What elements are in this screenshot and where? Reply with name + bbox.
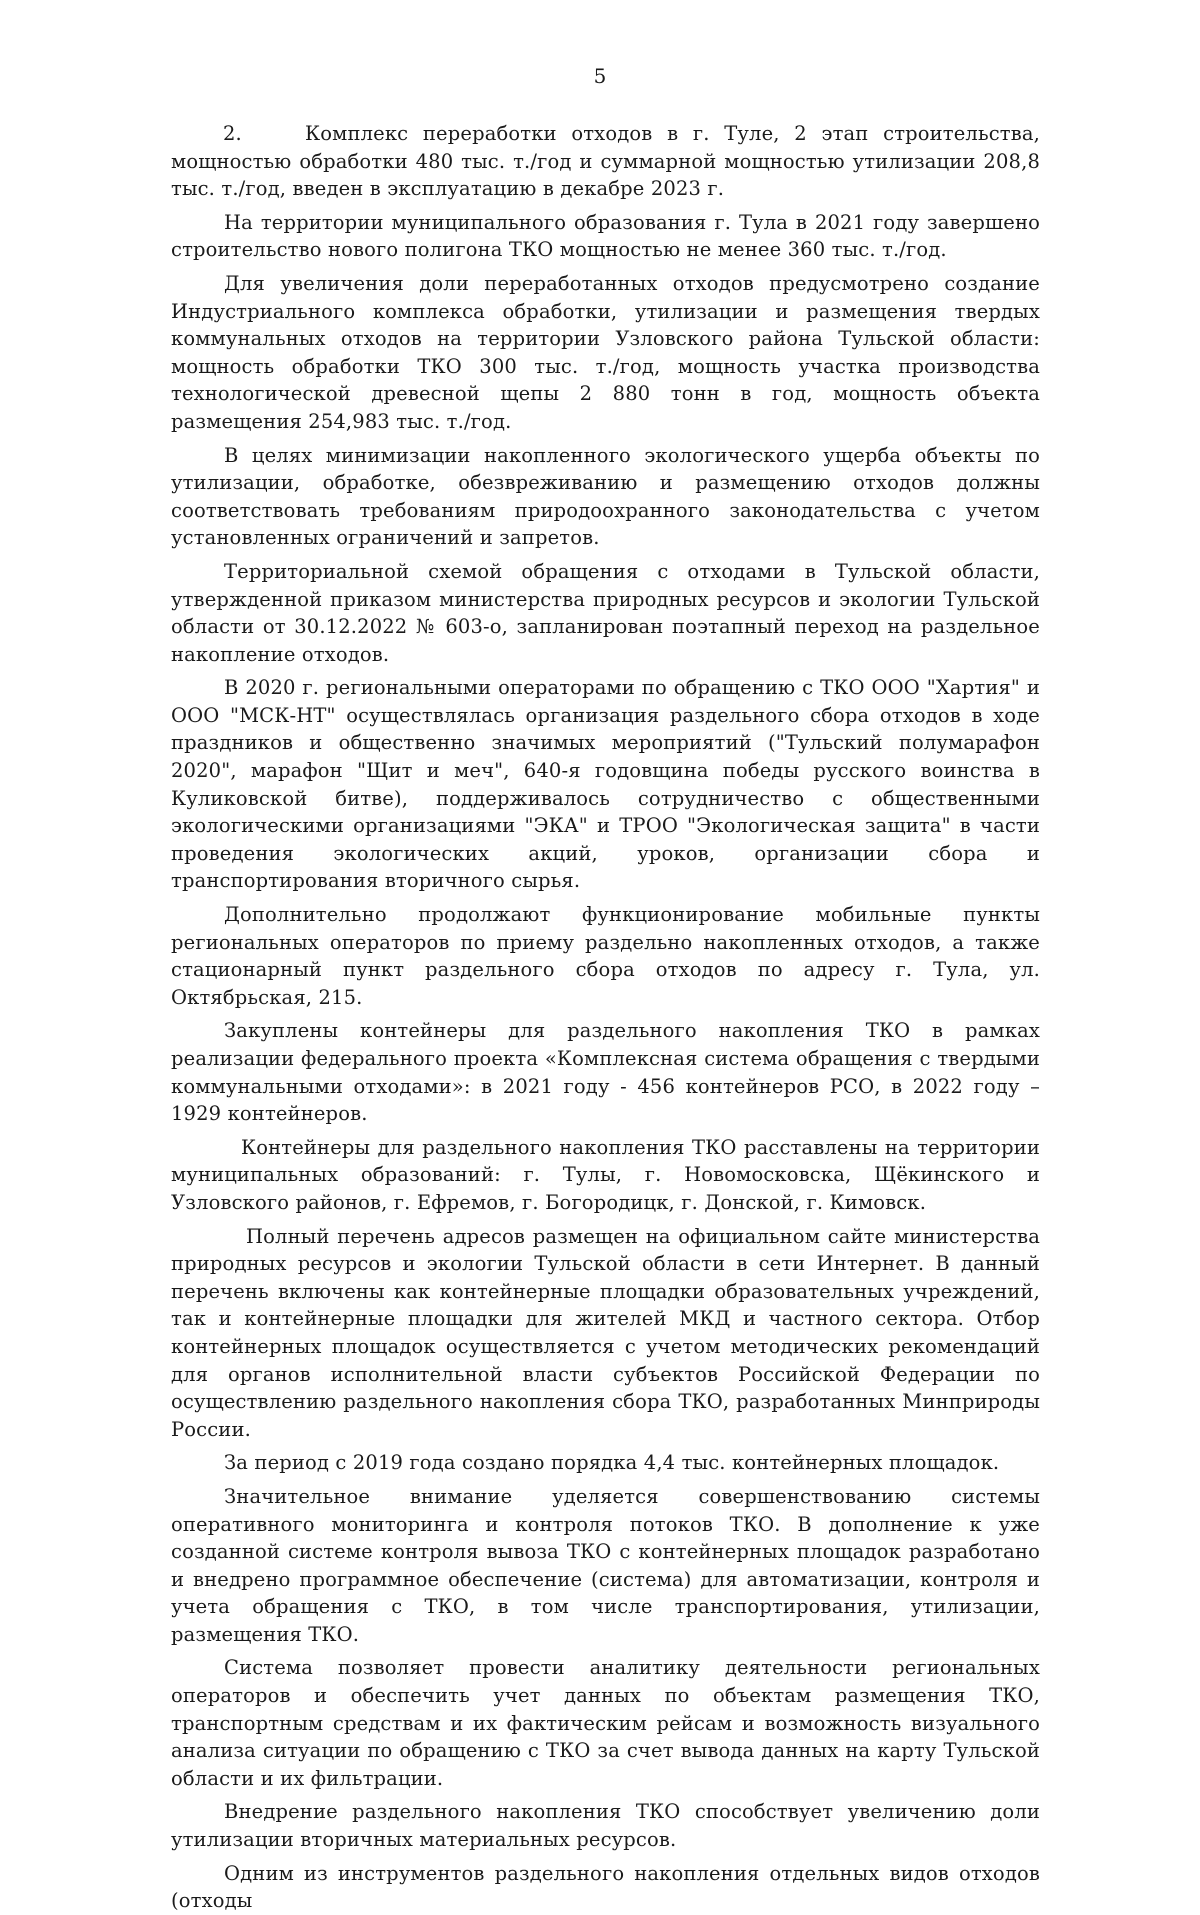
paragraph-1 xyxy=(171,120,1040,203)
document-body xyxy=(171,120,1040,1915)
paragraph-8: Закуплены контейнеры для раздельного накопления ТКО в рамках реализации федерального проекта «Комплексная система обращения с твердыми коммунальными отходами»: в 2021 году - 456 контейнеров РСО, в 2022 году – 1929 контейнеров. xyxy=(171,1019,1040,1126)
paragraph-11: За период с 2019 года создано порядка 4,4 тыс. контейнерных площадок. xyxy=(224,1451,1000,1475)
paragraph-2: На территории муниципального образования г. Тула в 2021 году завершено строительство нового полигона ТКО мощностью не менее 360 тыс. т./год. xyxy=(171,210,1040,262)
page-number: 5 xyxy=(593,64,607,88)
paragraph-12: Значительное внимание уделяется совершенствованию системы оперативного мониторинга и контроля потоков ТКО. В дополнение к уже созданной системе контроля вывоза ТКО с контейнерных площадок разработано и внедрено программное обеспечение (система) для автоматизации, контроля и учета обращения с ТКО, в том числе транспортирования, утилизации, размещения ТКО. xyxy=(171,1484,1040,1646)
paragraph-9: Контейнеры для раздельного накопления ТКО расставлены на территории муниципальных образований: г. Тулы, г. Новомосковска, Щёкинского и Узловского районов, г. Ефремов, г. Богородицк, г. Донской, г. Кимовск. xyxy=(171,1135,1040,1214)
paragraph-4: В целях минимизации накопленного экологического ущерба объекты по утилизации, обработке, обезвреживанию и размещению отходов должны соответствовать требованиям природоохранного законодательства с учетом установленных ограничений и запретов. xyxy=(171,443,1040,550)
list-number: 2. xyxy=(223,122,242,145)
paragraph-1-text: Комплекс переработки отходов в г. Туле, 2 этап строительства, мощностью обработки 480 тыс. т./год и суммарной мощностью утилизации 208,8 тыс. т./год, введен в эксплуатацию в декабре 2023 г. xyxy=(171,122,1040,201)
paragraph-13: Система позволяет провести аналитику деятельности региональных операторов и обеспечить учет данных по объектам размещения ТКО, транспортным средствам и их фактическим рейсам и возможность визуального анализа ситуации по обращению с ТКО за счет вывода данных на карту Тульской области и их фильтрации. xyxy=(171,1656,1040,1790)
paragraph-15: Одним из инструментов раздельного накопления отдельных видов отходов (отходы xyxy=(171,1861,1040,1913)
paragraph-5: Территориальной схемой обращения с отходами в Тульской области, утвержденной приказом министерства природных ресурсов и экологии Тульской области от 30.12.2022 № 603-о, запланирован поэтапный переход на раздельное накопление отходов. xyxy=(171,559,1040,666)
paragraph-14: Внедрение раздельного накопления ТКО способствует увеличению доли утилизации вторичных материальных ресурсов. xyxy=(171,1800,1040,1852)
paragraph-3: Для увеличения доли переработанных отходов предусмотрено создание Индустриального комплекса обработки, утилизации и размещения твердых коммунальных отходов на территории Узловского района Тульской области: мощность обработки ТКО 300 тыс. т./год, мощность участка производства технологической древесной щепы 2 880 тонн в год, мощность объекта размещения 254,983 тыс. т./год. xyxy=(171,271,1040,433)
paragraph-6: В 2020 г. региональными операторами по обращению с ТКО ООО "Хартия" и ООО "МСК-НТ" осуществлялась организация раздельного сбора отходов в ходе праздников и общественно значимых мероприятий ("Тульский полумарафон 2020", марафон "Щит и меч", 640-я годовщина победы русского воинства в Куликовской битве), поддерживалось сотрудничество с общественными экологическими организациями "ЭКА" и ТРОО "Экологическая защита" в части проведения экологических акций, уроков, организации сбора и транспортирования вторичного сырья. xyxy=(171,676,1040,893)
paragraph-7: Дополнительно продолжают функционирование мобильные пункты региональных операторов по приему раздельно накопленных отходов, а также стационарный пункт раздельного сбора отходов по адресу г. Тула, ул. Октябрьская, 215. xyxy=(171,903,1040,1009)
paragraph-10: Полный перечень адресов размещен на официальном сайте министерства природных ресурсов и экологии Тульской области в сети Интернет. В данный перечень включены как контейнерные площадки образовательных учреждений, так и контейнерные площадки для жителей МКД и частного сектора. Отбор контейнерных площадок осуществляется с учетом методических рекомендаций для органов исполнительной власти субъектов Российской Федерации по осуществлению раздельного накопления сбора ТКО, разработанных Минприроды России. xyxy=(171,1224,1040,1441)
